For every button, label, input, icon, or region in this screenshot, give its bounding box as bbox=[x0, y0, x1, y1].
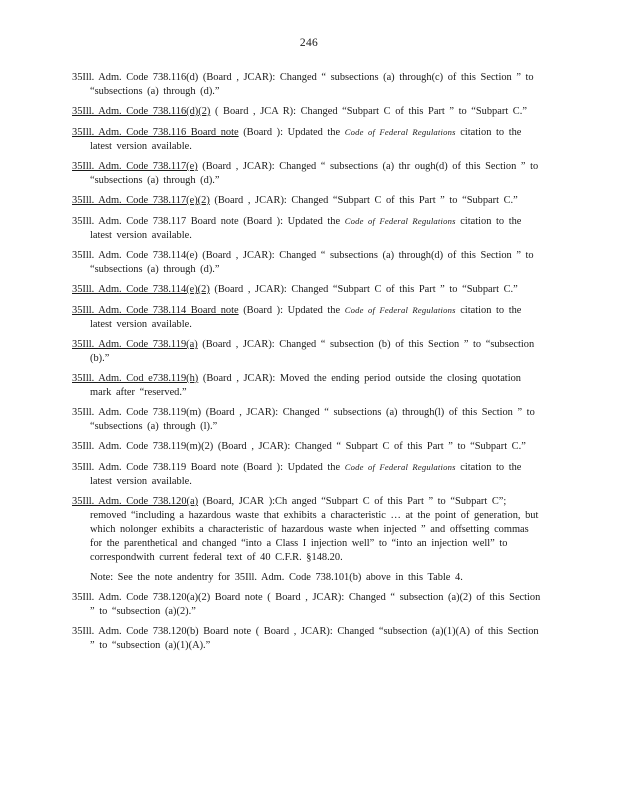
entry-italic-title: Code of Federal Regulations bbox=[344, 216, 456, 226]
amendment-entry bbox=[72, 303, 542, 332]
entry-text: (Board , JCAR): Changed “Subpart C of this Part ” to “Subpart C.” bbox=[209, 284, 518, 295]
amendment-entry bbox=[72, 125, 542, 154]
amendment-entry bbox=[72, 105, 542, 119]
entry-text: (Board , JCAR): Changed “ subsections (a) thr ough(d) of this Section ” to “subsections (a) through (d).” bbox=[90, 161, 539, 186]
entry-citation: 35Ill. Adm. Code 738.117 Board note bbox=[72, 216, 239, 227]
entry-text-continued: citation to the latest version available. bbox=[90, 127, 522, 152]
entry-text: (Board , JCAR): Changed “Subpart C of this Part ” to “Subpart C.” bbox=[209, 195, 518, 206]
entry-text: (Board ): Updated the bbox=[238, 305, 345, 316]
entry-citation: 35Ill. Adm. Code 738.117(e)(2) bbox=[72, 195, 210, 206]
amendment-entry bbox=[72, 625, 542, 653]
entry-citation: 35Ill. Adm. Code 738.119 Board note bbox=[72, 462, 239, 473]
entry-text: (Board ): Updated the bbox=[238, 462, 345, 473]
amendment-entries bbox=[72, 71, 542, 659]
entry-citation: 35Ill. Adm. Code 738.119(m)(2) bbox=[72, 441, 214, 452]
entry-text-continued: citation to the latest version available. bbox=[90, 216, 522, 241]
amendment-entry bbox=[72, 591, 542, 619]
entry-text: ( Board , JCA R): Changed “Subpart C of this Part ” to “Subpart C.” bbox=[210, 106, 527, 117]
amendment-entry bbox=[72, 71, 542, 99]
entry-text: (Board , JCAR): Changed “ subsection (b) of this Section ” to “subsection (b).” bbox=[90, 339, 535, 364]
amendment-entry bbox=[72, 460, 542, 489]
amendment-entry bbox=[72, 372, 542, 400]
entry-text: (Board , JCAR): Moved the ending period outside the closing quotation mark after “reserved.” bbox=[90, 373, 521, 398]
entry-italic-title: Code of Federal Regulations bbox=[344, 462, 456, 472]
entry-text: (Board , JCAR): Changed “ subsections (a) through(l) of this Section ” to “subsections (a) through (l).” bbox=[90, 407, 535, 432]
entry-text-continued: citation to the latest version available. bbox=[90, 305, 522, 330]
entry-text: (Board , JCAR): Changed “ subsections (a) through(d) of this Section ” to “subsections (a) through (d).” bbox=[90, 250, 534, 275]
entry-citation: 35Ill. Adm. Code 738.116 Board note bbox=[72, 127, 239, 138]
amendment-entry bbox=[72, 194, 542, 208]
entry-text-continued: citation to the latest version available. bbox=[90, 462, 522, 487]
entry-citation: 35Ill. Adm. Code 738.119(m) bbox=[72, 407, 202, 418]
entry-citation: 35Ill. Adm. Code 738.116(d)(2) bbox=[72, 106, 211, 117]
entry-text: Board note ( Board , JCAR): Changed “subsection (a)(1)(A) of this Section ” to “subsection (a)(1)(A).” bbox=[90, 626, 539, 651]
entry-text: (Board, JCAR ):Ch anged “Subpart C of this Part ” to “Subpart C”; removed “including a hazardous waste that exhibits a characteristic … at the point of generation, but which nolonger exhibits a characteristic of hazardous waste when injected ” and offsetting commas for the parenthetical and changed “into a Class I injection well” to “into an injection well” to correspondwith current federal text of 40 C.F.R. §148.20. bbox=[90, 496, 539, 563]
entry-text: (Board , JCAR): Changed “ subsections (a) through(c) of this Section ” to “subsections (a) through (d).” bbox=[90, 72, 534, 97]
amendment-entry bbox=[72, 495, 542, 565]
entry-text: Board note ( Board , JCAR): Changed “ subsection (a)(2) of this Section ” to “subsection (a)(2).” bbox=[90, 592, 541, 617]
table-note: Note: See the note andentry for 35Ill. Adm. Code 738.101(b) above in this Table 4. bbox=[90, 572, 463, 583]
entry-text: (Board ): Updated the bbox=[238, 127, 345, 138]
entry-citation: 35Ill. Adm. Code 738.114(e)(2) bbox=[72, 284, 210, 295]
amendment-entry bbox=[72, 440, 542, 454]
amendment-entry bbox=[72, 406, 542, 434]
entry-citation: 35Ill. Adm. Code 738.117(e) bbox=[72, 161, 198, 172]
entry-citation: 35Ill. Adm. Code 738.119(a) bbox=[72, 339, 198, 350]
entry-citation: 35Ill. Adm. Code 738.114 Board note bbox=[72, 305, 239, 316]
amendment-entry bbox=[72, 214, 542, 243]
page-number: 246 bbox=[299, 37, 319, 49]
entry-citation: 35Ill. Adm. Code 738.120(a)(2) bbox=[72, 592, 211, 603]
entry-citation: 35Ill. Adm. Code 738.116(d) bbox=[72, 72, 199, 83]
entry-citation: 35Ill. Adm. Code 738.114(e) bbox=[72, 250, 198, 261]
entry-citation: 35Ill. Adm. Cod e738.119(h) bbox=[72, 373, 199, 384]
entry-citation: 35Ill. Adm. Code 738.120(a) bbox=[72, 496, 199, 507]
amendment-entry bbox=[72, 160, 542, 188]
entry-italic-title: Code of Federal Regulations bbox=[344, 127, 456, 137]
amendment-entry bbox=[72, 283, 542, 297]
amendment-entry bbox=[72, 338, 542, 366]
amendment-entry bbox=[72, 249, 542, 277]
entry-text: (Board ): Updated the bbox=[238, 216, 345, 227]
entry-citation: 35Ill. Adm. Code 738.120(b) bbox=[72, 626, 199, 637]
entry-italic-title: Code of Federal Regulations bbox=[344, 305, 456, 315]
entry-text: (Board , JCAR): Changed “ Subpart C of this Part ” to “Subpart C.” bbox=[213, 441, 526, 452]
